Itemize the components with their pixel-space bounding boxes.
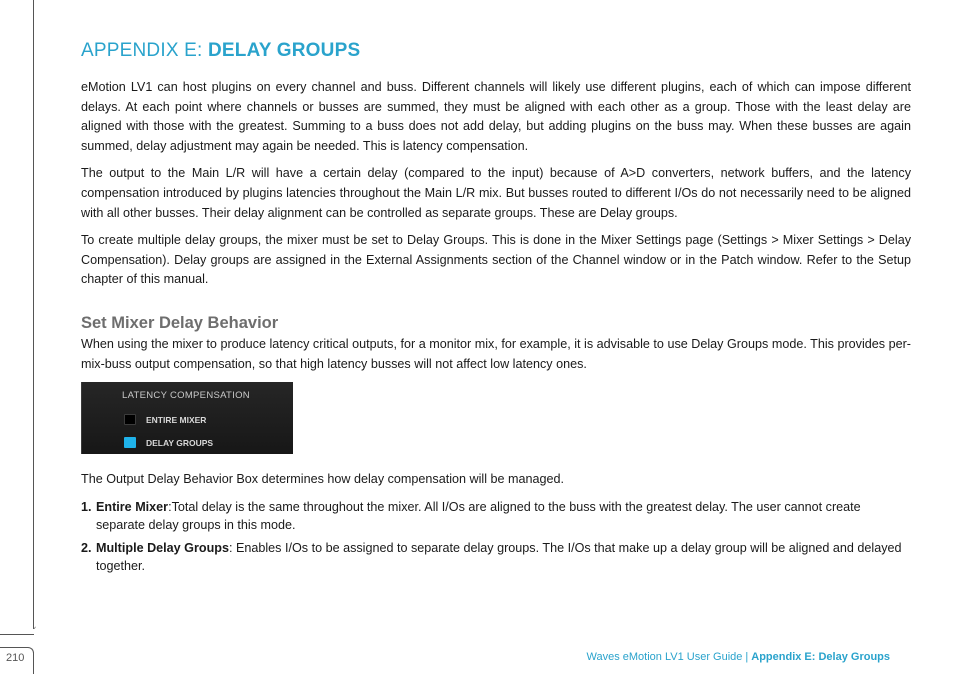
left-margin-rule xyxy=(33,0,36,629)
footer-section: Appendix E: Delay Groups xyxy=(751,651,890,663)
entire-mixer-checkbox[interactable] xyxy=(124,414,136,425)
paragraph-behavior-box: The Output Delay Behavior Box determines how delay compensation will be managed. xyxy=(81,472,565,487)
delay-groups-checkbox[interactable] xyxy=(124,437,136,448)
behavior-list xyxy=(81,498,911,576)
section-intro: When using the mixer to produce latency critical outputs, for a monitor mix, for example, it is advisable to use Delay Groups mode. This provides per-mix-buss output compensation, so that high latency busses will not affect low latency ones. xyxy=(81,336,911,371)
paragraph-create-groups: To create multiple delay groups, the mixer must be set to Delay Groups. This is done in the Mixer Settings page (Settings > Mixer Settings > Delay Compensation). Delay groups are assigned in the External Assignments section of the Channel window or in the Patch window. Refer to the Setup chapter of this manual. xyxy=(81,233,911,287)
list-item xyxy=(81,539,911,576)
delay-groups-label: DELAY GROUPS xyxy=(146,437,214,448)
page-title-main: DELAY GROUPS xyxy=(208,40,361,61)
margin-divider xyxy=(0,634,34,635)
footer-guide: Waves eMotion LV1 User Guide xyxy=(586,651,743,663)
section-heading: Set Mixer Delay Behavior xyxy=(81,313,279,332)
option-delay-groups[interactable] xyxy=(124,437,213,448)
list-item-number: 2. xyxy=(81,540,92,555)
paragraph-main-lr: The output to the Main L/R will have a certain delay (compared to the input) because of A>D converters, network buffers, and the latency compensation introduced by plugins latencies throughout the Main L/R mix. But busses routed to different I/Os do not necessarily need to be aligned with all other busses. Their delay alignment can be controlled as separate groups. These are Delay groups. xyxy=(81,166,911,220)
list-item-text: :Total delay is the same throughout the mixer. All I/Os are aligned to the buss with the greatest delay. The user cannot create separate delay groups in this mode. xyxy=(96,499,861,533)
latency-compensation-panel xyxy=(81,382,293,454)
list-item-number: 1. xyxy=(81,499,92,514)
list-item-term: Entire Mixer xyxy=(96,499,169,514)
entire-mixer-label: ENTIRE MIXER xyxy=(146,414,207,425)
list-item-term: Multiple Delay Groups xyxy=(96,540,229,555)
page-title-prefix: APPENDIX E: xyxy=(81,40,208,61)
footer-separator: | xyxy=(745,651,749,663)
page-number: 210 xyxy=(6,652,25,664)
page-title xyxy=(81,40,911,62)
page-footer xyxy=(586,651,890,663)
page-content xyxy=(81,40,911,580)
option-entire-mixer[interactable] xyxy=(124,414,206,425)
panel-title: LATENCY COMPENSATION xyxy=(122,390,250,402)
list-item xyxy=(81,498,911,535)
list-item-text: : Enables I/Os to be assigned to separate delay groups. The I/Os that make up a delay group will be aligned and delayed together. xyxy=(96,540,902,574)
paragraph-intro: eMotion LV1 can host plugins on every channel and buss. Different channels will likely use different plugins, each of which can impose different delays. At each point where channels or busses are summed, they must be aligned with each other as a group. Those with the least delay are aligned with those with the greatest. Summing to a buss does not add delay, but adding plugins on the buss may. When these busses are again summed, delay adjustment may again be needed. This is latency compensation. xyxy=(81,80,911,153)
